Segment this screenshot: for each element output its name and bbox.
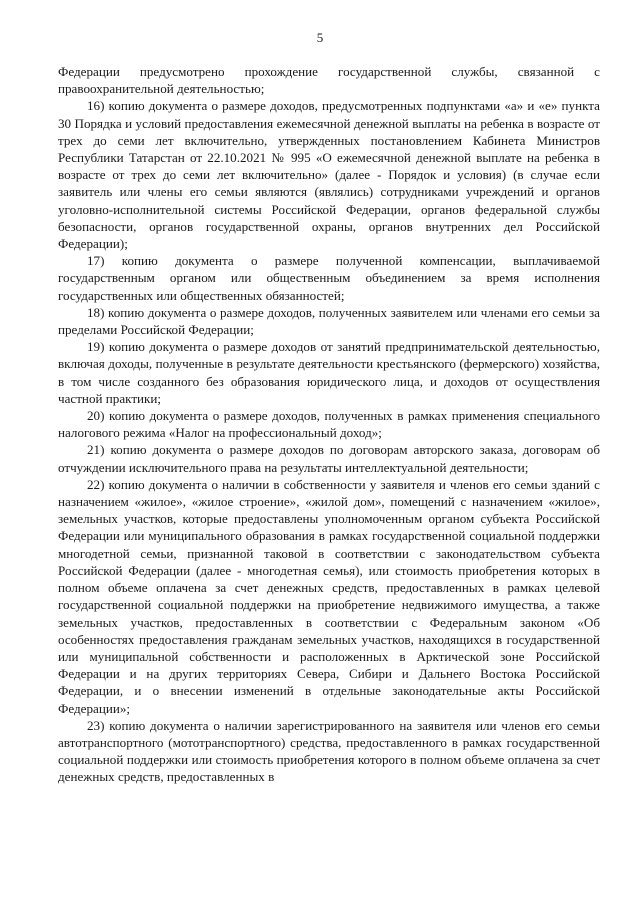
paragraph-item-20: 20) копию документа о размере доходов, полученных в рамках применения специального налогового режима «Налог на профессиональный доход»;	[58, 408, 600, 441]
paragraph-item-18: 18) копию документа о размере доходов, полученных заявителем или членами его семьи за пределами Российской Федерации;	[58, 304, 600, 338]
document-body	[58, 63, 600, 786]
paragraph-item-19: 19) копию документа о размере доходов от занятий предпринимательской деятельностью, включая доходы, полученные в результате деятельности крестьянского (фермерского) хозяйства, в том числе созданного без образования юридического лица, и доходов от осуществления частной практики;	[58, 339, 600, 406]
paragraph-item-16: 16) копию документа о размере доходов, предусмотренных подпунктами «а» и «е» пункта 30 Порядка и условий предоставления ежемесячной денежной выплаты на ребенка в возрасте от трех до семи лет включительно, утвержденных постановлением Кабинета Министров Республики Татарстан от 22.10.2021 № 995 «О ежемесячной денежной выплате на ребенка в возрасте от трех до семи лет включительно» (далее - Порядок и условия) (в случае если заявитель или члены его семьи являются (являлись) сотрудниками учреждений и органов уголовно-исполнительной системы Российской Федерации, органов федеральной службы безопасности, органов государственной охраны, органов внутренних дел Российской Федерации);	[58, 98, 600, 252]
page-number: 5	[316, 30, 324, 45]
paragraph-item-17: 17) копию документа о размере полученной компенсации, выплачиваемой государственным органом или общественным объединением за время исполнения государственных или общественных обязанностей;	[58, 253, 600, 303]
paragraph-item-22: 22) копию документа о наличии в собственности у заявителя и членов его семьи зданий с назначением «жилое», «жилое строение», «жилой дом», помещений с назначением «жилое», земельных участков, которые предоставлены уполномоченным органом субъекта Российской Федерации или муниципального образования в рамках государственной социальной поддержки многодетной семьи, признанной таковой в соответствии с законодательством субъекта Российской Федерации (далее - многодетная семья), или стоимость приобретения которых в полном объеме оплачена за счет денежных средств, предоставленных в рамках целевой государственной социальной поддержки на приобретение недвижимого имущества, а также земельных участков, предоставленных в соответствии с Федеральным законом «Об особенностях предоставления гражданам земельных участков, находящихся в государственной или муниципальной собственности и расположенных в Арктической зоне Российской Федерации и на других территориях Севера, Сибири и Дальнего Востока Российской Федерации, и о внесении изменений в отдельные законодательные акты Российской Федерации»;	[58, 476, 600, 716]
paragraph-continuation: Федерации предусмотрено прохождение государственной службы, связанной с правоохранительной деятельностью;	[58, 64, 600, 97]
paragraph-item-23: 23) копию документа о наличии зарегистрированного на заявителя или членов его семьи автотранспортного (мототранспортного) средства, предоставленного в рамках государственной социальной поддержки или стоимость приобретения которого в полном объеме оплачена за счет денежных средств, предоставленных в	[58, 717, 600, 785]
paragraph-item-21: 21) копию документа о размере доходов по договорам авторского заказа, договорам об отчуждении исключительного права на результаты интеллектуальной деятельности;	[58, 442, 600, 475]
